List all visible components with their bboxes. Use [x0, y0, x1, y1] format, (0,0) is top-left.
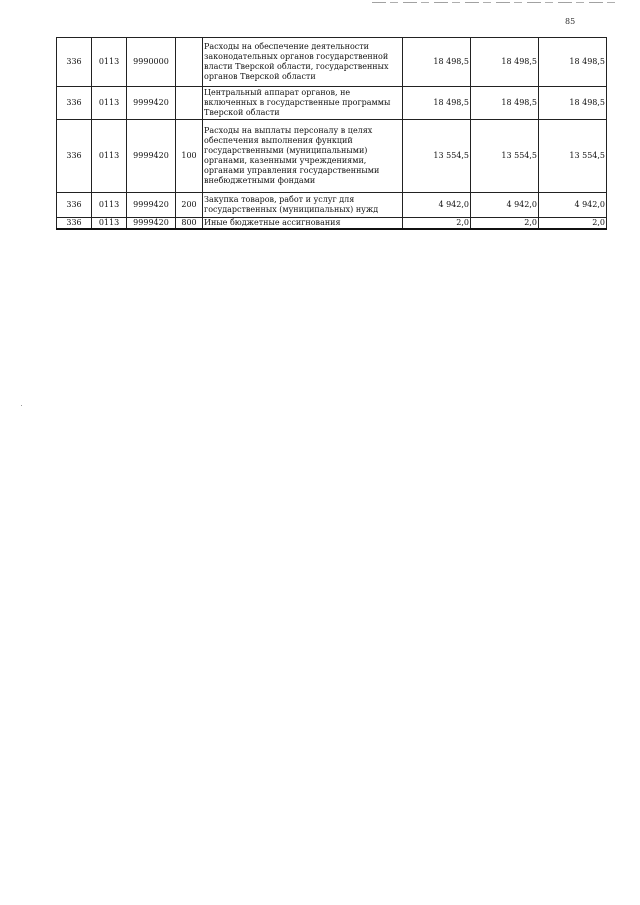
target-article-cell: 9999420 — [127, 218, 176, 230]
ppp-cell: 336 — [57, 193, 92, 218]
table-row — [57, 87, 607, 120]
section-cell: 0113 — [92, 38, 127, 87]
sum-cell-1: 4 942,0 — [403, 193, 471, 218]
description-cell: Иные бюджетные ассигнования — [203, 218, 403, 230]
sum-cell-3: 4 942,0 — [539, 193, 607, 218]
table-row — [57, 120, 607, 193]
sum-cell-3: 18 498,5 — [539, 38, 607, 87]
description-cell: Расходы на обеспечение деятельности законодательных органов государственной власти Тверской области, государственных органов Тверской области — [203, 38, 403, 87]
sum-cell-1: 18 498,5 — [403, 87, 471, 120]
scan-speck — [21, 405, 22, 406]
description-cell: Центральный аппарат органов, не включенных в государственные программы Тверской области — [203, 87, 403, 120]
sum-cell-2: 18 498,5 — [471, 38, 539, 87]
table-row — [57, 38, 607, 87]
sum-cell-1: 2,0 — [403, 218, 471, 230]
sum-cell-2: 18 498,5 — [471, 87, 539, 120]
expense-type-cell: 800 — [176, 218, 203, 230]
scan-artifact-line — [372, 2, 616, 3]
section-cell: 0113 — [92, 193, 127, 218]
sum-cell-2: 13 554,5 — [471, 120, 539, 193]
description-cell: Закупка товаров, работ и услуг для государственных (муниципальных) нужд — [203, 193, 403, 218]
page-number: 85 — [565, 17, 576, 26]
expense-type-cell — [176, 87, 203, 120]
budget-table — [56, 37, 607, 230]
section-cell: 0113 — [92, 87, 127, 120]
target-article-cell: 9999420 — [127, 193, 176, 218]
sum-cell-2: 2,0 — [471, 218, 539, 230]
ppp-cell: 336 — [57, 38, 92, 87]
table-row — [57, 193, 607, 218]
sum-cell-1: 18 498,5 — [403, 38, 471, 87]
sum-cell-2: 4 942,0 — [471, 193, 539, 218]
sum-cell-3: 13 554,5 — [539, 120, 607, 193]
expense-type-cell — [176, 38, 203, 87]
sum-cell-3: 18 498,5 — [539, 87, 607, 120]
ppp-cell: 336 — [57, 120, 92, 193]
expense-type-cell: 200 — [176, 193, 203, 218]
target-article-cell: 9990000 — [127, 38, 176, 87]
target-article-cell: 9999420 — [127, 87, 176, 120]
ppp-cell: 336 — [57, 218, 92, 230]
target-article-cell: 9999420 — [127, 120, 176, 193]
section-cell: 0113 — [92, 120, 127, 193]
sum-cell-3: 2,0 — [539, 218, 607, 230]
expense-type-cell: 100 — [176, 120, 203, 193]
ppp-cell: 336 — [57, 87, 92, 120]
section-cell: 0113 — [92, 218, 127, 230]
sum-cell-1: 13 554,5 — [403, 120, 471, 193]
table-row — [57, 218, 607, 230]
description-cell: Расходы на выплаты персоналу в целях обеспечения выполнения функций государственными (муниципальными) органами, казенными учреждениями, органами управления государственными внебюджетными фондами — [203, 120, 403, 193]
